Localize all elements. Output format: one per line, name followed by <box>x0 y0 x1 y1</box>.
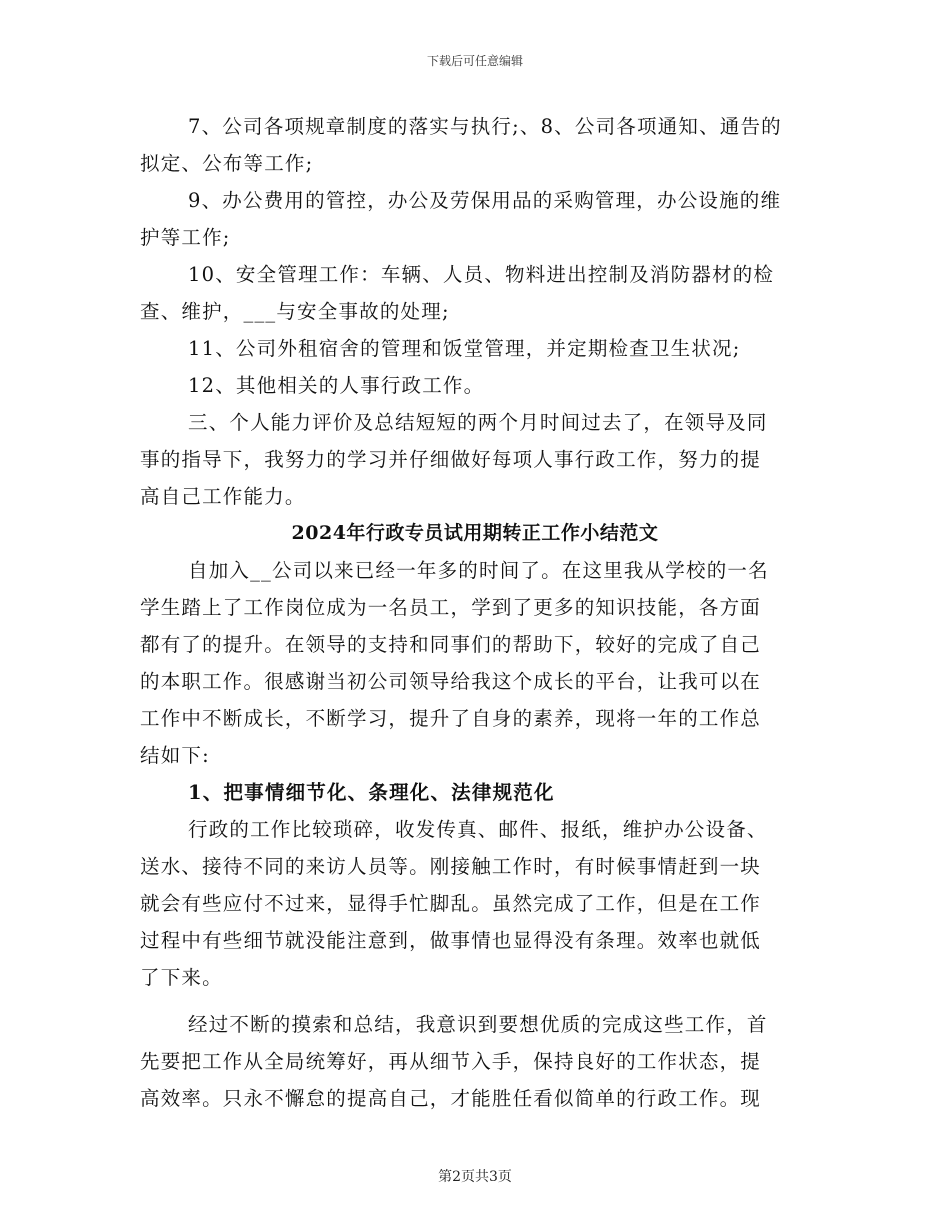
paragraph-line: 9、办公费用的管控，办公及劳保用品的采购管理，办公设施的维 <box>188 189 782 212</box>
page-header: 下载后可任意编辑 <box>426 54 523 68</box>
paragraph-line: 了下来。 <box>140 966 223 989</box>
paragraph-line: 的本职工作。很感谢当初公司领导给我这个成长的平台，让我可以在 <box>140 670 762 693</box>
document-body <box>140 108 810 1117</box>
paragraph-line: 结如下: <box>140 744 210 767</box>
paragraph-line: 拟定、公布等工作; <box>140 152 314 175</box>
paragraph-line: 学生踏上了工作岗位成为一名员工，学到了更多的知识技能，各方面 <box>140 596 762 619</box>
section-title: 2024年行政专员试用期转正工作小结范文 <box>291 522 659 544</box>
subsection-heading: 1、把事情细节化、条理化、法律规范化 <box>188 781 555 804</box>
paragraph-line: 都有了的提升。在领导的支持和同事们的帮助下，较好的完成了自己 <box>140 633 762 656</box>
paragraph-line: 就会有些应付不过来，显得手忙脚乱。虽然完成了工作，但是在工作 <box>140 892 762 915</box>
paragraph-line: 行政的工作比较琐碎，收发传真、邮件、报纸，维护办公设备、 <box>188 818 768 841</box>
paragraph-line: 经过不断的摸索和总结，我意识到要想优质的完成这些工作，首 <box>188 1013 768 1036</box>
paragraph-line: 12、其他相关的人事行政工作。 <box>188 374 485 397</box>
paragraph-line: 护等工作; <box>140 226 231 249</box>
paragraph-line: 高自己工作能力。 <box>140 485 306 508</box>
paragraph-line: 三、个人能力评价及总结短短的两个月时间过去了，在领导及同 <box>188 411 768 434</box>
paragraph-line: 过程中有些细节就没能注意到，做事情也显得没有条理。效率也就低 <box>140 929 762 952</box>
paragraph-line: 事的指导下，我努力的学习并仔细做好每项人事行政工作，努力的提 <box>140 448 762 471</box>
page-footer: 第2页共3页 <box>438 1169 512 1185</box>
paragraph-line: 10、安全管理工作：车辆、人员、物料进出控制及消防器材的检 <box>188 263 775 286</box>
paragraph-line: 7、公司各项规章制度的落实与执行;、8、公司各项通知、通告的 <box>188 115 782 138</box>
paragraph-line: 自加入__公司以来已经一年多的时间了。在这里我从学校的一名 <box>188 559 769 582</box>
paragraph-line: 11、公司外租宿舍的管理和饭堂管理，并定期检查卫生状况; <box>188 337 741 360</box>
paragraph-line: 查、维护，___与安全事故的处理; <box>140 300 450 323</box>
paragraph-line: 高效率。只永不懈怠的提高自己，才能胜任看似简单的行政工作。现 <box>140 1087 762 1110</box>
paragraph-line: 送水、接待不同的来访人员等。刚接触工作时，有时候事情赶到一块 <box>140 855 762 878</box>
paragraph-line: 工作中不断成长，不断学习，提升了自身的素养，现将一年的工作总 <box>140 707 762 730</box>
paragraph-line: 先要把工作从全局统筹好，再从细节入手，保持良好的工作状态，提 <box>140 1050 762 1073</box>
